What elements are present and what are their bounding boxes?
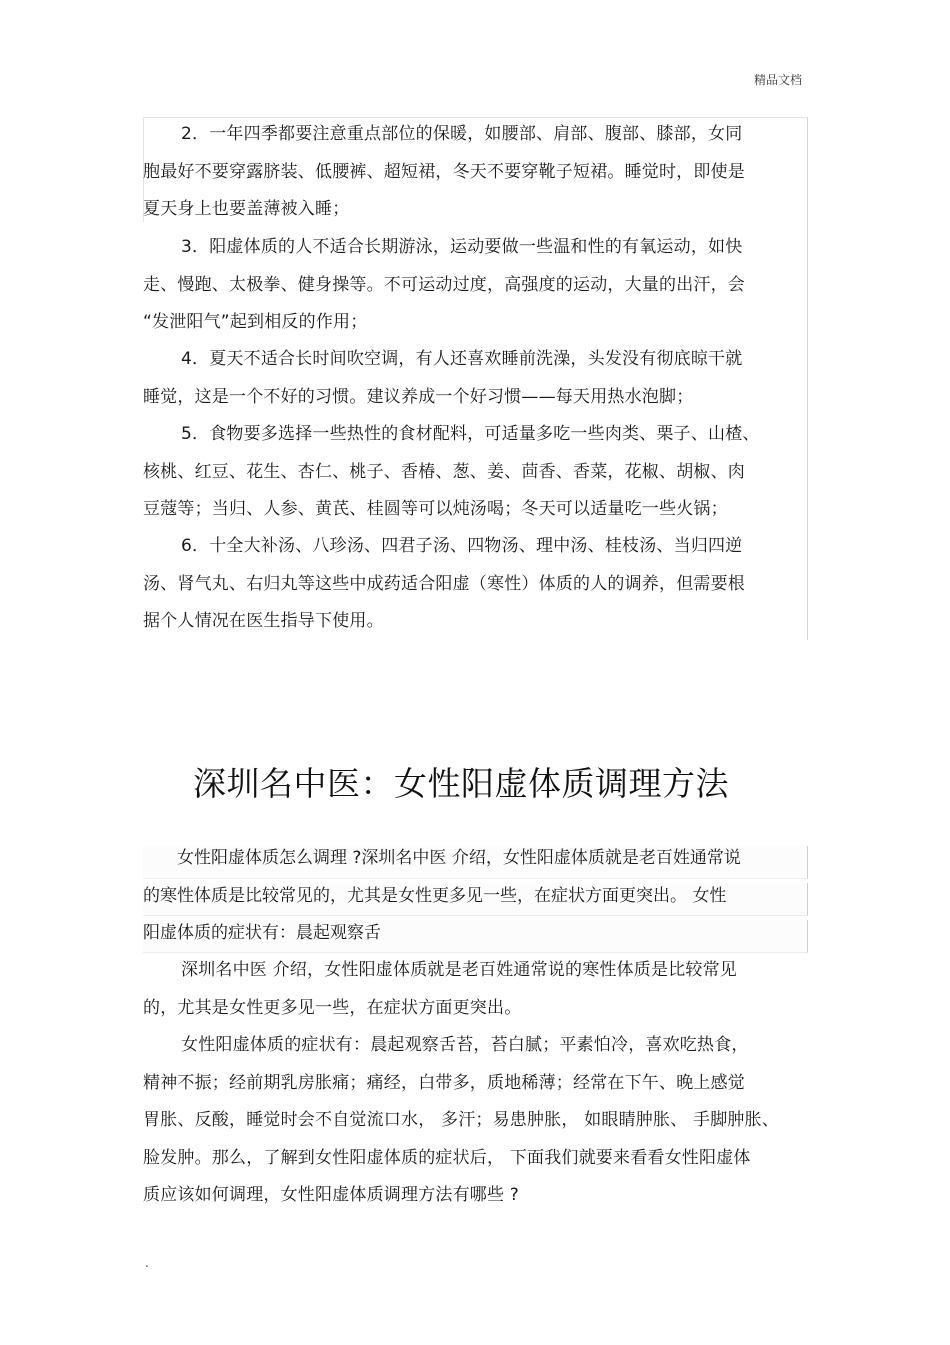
text-line: 胞最好不要穿露脐装、低腰裤、超短裙，冬天不要穿靴子短裙。睡觉时，即使是	[143, 161, 745, 182]
text-line: 豆蔻等；当归、人参、黄芪、桂圆等可以炖汤喝；冬天可以适量吃一些火锅；	[143, 499, 728, 519]
text-line: 精神不振；经前期乳房胀痛；痛经，白带多，质地稀薄；经常在下午、晚上感觉	[143, 1072, 745, 1093]
article-paragraph-1	[143, 952, 783, 1027]
advice-item-6	[143, 528, 783, 641]
text-line: 脸发肿。那么，了解到女性阳虚体质的症状后， 下面我们就要来看看女性阳虚体	[143, 1147, 751, 1168]
text-line: 汤、肾气丸、右归丸等这些中成药适合阳虚（寒性）体质的人的调养，但需要根	[143, 573, 745, 594]
intro-line: 女性阳虚体质怎么调理 ?深圳名中医 介绍，女性阳虚体质就是老百姓通常说	[177, 848, 741, 868]
article-paragraph-2	[143, 1027, 807, 1215]
text-line: 女性阳虚体质的症状有：晨起观察舌苔，苔白腻；平素怕冷，喜欢吃热食，	[181, 1035, 749, 1055]
header-watermark: 精品文档	[753, 73, 802, 87]
text-line: 5．食物要多选择一些热性的食材配料，可适量多吃一些肉类、栗子、山楂、	[181, 424, 760, 444]
text-line: 3．阳虚体质的人不适合长期游泳，运动要做一些温和性的有氧运动，如快	[181, 237, 743, 257]
text-line: 的，尤其是女性更多见一些，在症状方面更突出。	[143, 997, 522, 1018]
intro-line: 的寒性体质是比较常见的，尤其是女性更多见一些，在症状方面更突出。 女性	[143, 885, 727, 906]
text-line: “发泄阳气”起到相反的作用；	[143, 312, 368, 332]
text-line: 质应该如何调理，女性阳虚体质调理方法有哪些 ?	[143, 1185, 520, 1205]
text-line: 据个人情况在医生指导下使用。	[143, 611, 384, 631]
advice-item-4	[143, 341, 783, 416]
advice-item-5	[143, 416, 783, 529]
advice-item-2	[143, 116, 783, 229]
text-line: 2．一年四季都要注意重点部位的保暖，如腰部、肩部、腹部、膝部，女同	[181, 124, 743, 144]
text-line: 6．十全大补汤、八珍汤、四君子汤、四物汤、理中汤、桂枝汤、当归四逆	[181, 536, 743, 556]
text-line: 睡觉，这是一个不好的习惯。建议养成一个好习惯——每天用热水泡脚；	[143, 386, 694, 407]
advice-item-3	[143, 229, 783, 342]
text-line: 深圳名中医 介绍，女性阳虚体质就是老百姓通常说的寒性体质是比较常见	[181, 960, 738, 980]
footer-dot: .	[145, 1256, 149, 1270]
intro-line: 阳虚体质的症状有：晨起观察舌	[143, 923, 381, 943]
text-line: 核桃、红豆、花生、杏仁、桃子、香椿、葱、姜、茴香、香菜，花椒、胡椒、肉	[143, 461, 745, 482]
text-line: 走、慢跑、太极拳、健身操等。不可运动过度，高强度的运动，大量的出汗，会	[143, 274, 745, 295]
text-line: 胃胀、反酸，睡觉时会不自觉流口水， 多汗；易患肿胀， 如眼睛肿胀、 手脚肿胀、	[143, 1110, 780, 1130]
text-line: 4．夏天不适合长时间吹空调，有人还喜欢睡前洗澡，头发没有彻底晾干就	[181, 349, 743, 369]
article-title: 深圳名中医：女性阳虚体质调理方法	[193, 764, 729, 803]
article-intro	[143, 840, 807, 953]
text-line: 夏天身上也要盖薄被入睡；	[143, 199, 350, 219]
